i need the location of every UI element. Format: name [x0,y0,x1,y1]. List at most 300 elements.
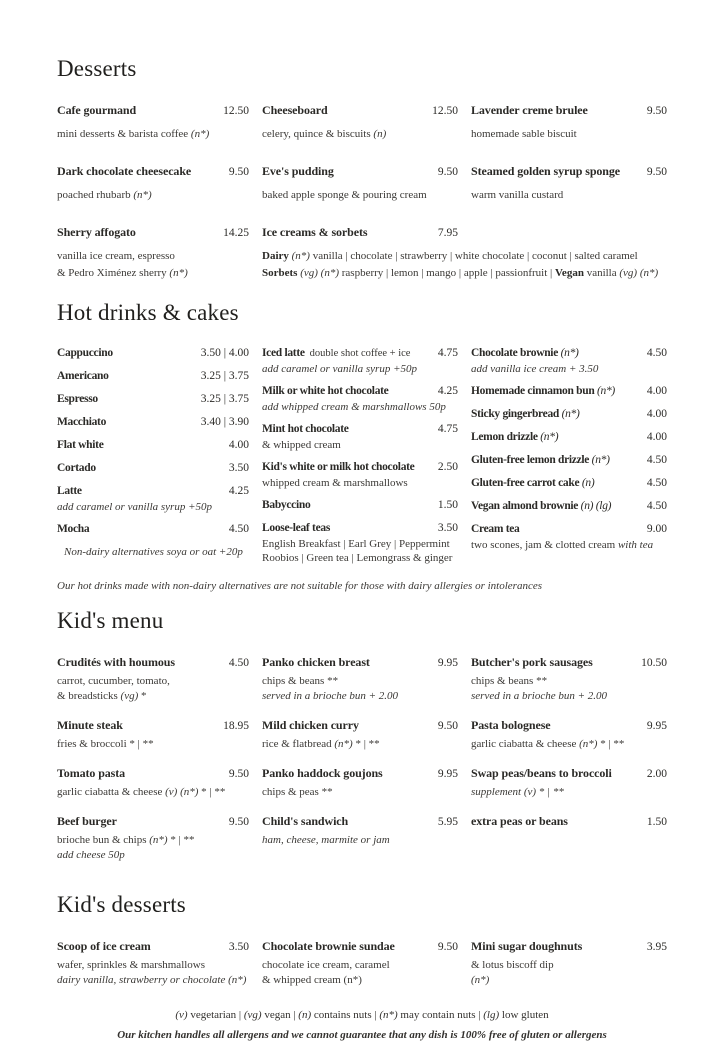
item-description [471,126,667,143]
text-segment: brioche bun & chips [57,834,150,846]
item-note: double shot coffee + ice [309,348,411,359]
item-header [471,453,667,468]
text-segment: * | ** [198,786,226,798]
item-header [471,476,667,491]
item-header [262,521,458,536]
text-segment: chips & peas ** [262,786,333,798]
item-name: Americano [57,370,109,382]
text-segment: carrot, cucumber, tomato, [57,675,170,687]
description-line [262,958,458,973]
item-description [262,958,458,988]
description-line [471,538,667,552]
item-price: 4.50 [646,477,667,489]
item-price: 4.75 [437,347,458,359]
item-price: 12.50 [223,105,249,117]
text-segment: vanilla [586,267,620,279]
menu-item [57,938,249,988]
item-name: Lavender creme brulee [471,103,588,117]
item-header [471,717,667,735]
item-price: 9.95 [437,768,458,780]
item-price: 1.50 [646,816,667,828]
item-name: Butcher's pork sausages [471,655,593,669]
item-header [57,938,249,956]
desserts-title: Desserts [57,56,137,81]
item-header [471,654,667,672]
item-header [57,392,249,407]
description-line [262,737,458,752]
description-line [57,958,249,973]
item-price: 3.50 [228,462,249,474]
item-price: 4.50 [228,657,249,669]
item-price: 3.25 | 3.75 [200,370,249,382]
item-header [57,765,249,783]
description-line [57,500,249,514]
description-line [262,248,667,265]
hot-drinks-title: Hot drinks & cakes [57,300,239,325]
item-header [471,163,667,181]
menu-item [57,224,249,282]
kids-menu-column-3 [471,654,667,876]
text-segment: (n*) [190,128,210,140]
item-description [262,400,458,414]
item-header [471,765,667,783]
menu-item [471,384,667,399]
description-line [262,833,458,848]
item-name: Gluten-free lemon drizzle (n*) [471,454,610,466]
item-header [471,938,667,956]
menu-item [57,813,249,863]
hot-drinks-note: Our hot drinks made with non-dairy alternatives are not suitable for those with dairy allergies or intolerances [57,580,542,592]
menu-item [57,765,249,800]
text-segment: whipped cream & marshmallows [262,477,408,489]
text-segment: baked apple sponge & pouring cream [262,189,427,201]
item-header [57,224,249,242]
menu-item [57,392,249,407]
text-segment: (n) [298,1009,312,1021]
text-segment: (n*) [133,189,152,201]
menu-item [262,460,458,490]
item-name: Swap peas/beans to broccoli [471,766,612,780]
item-name: Crudités with houmous [57,655,175,669]
item-header [471,102,667,120]
description-line [262,537,458,551]
menu-item [471,717,667,752]
menu-item [262,163,458,204]
item-name: Mini sugar doughnuts [471,939,583,953]
item-price: 9.50 [646,166,667,178]
item-price: 4.25 [228,485,249,497]
text-segment: garlic ciabatta & cheese [471,738,580,750]
item-description [471,674,667,704]
item-price: 4.50 [228,523,249,535]
description-line [471,126,667,143]
item-header [262,498,458,513]
text-segment: two scones, jam & clotted cream [471,539,618,551]
text-segment: & Pedro Ximénez sherry [57,267,170,279]
item-header [262,460,458,475]
description-line [262,126,458,143]
item-header [57,654,249,672]
text-segment: add whipped cream & marshmallows 50p [262,401,446,413]
item-description [262,833,458,848]
section-kids-menu [57,608,667,876]
item-header [57,461,249,476]
text-segment: & lotus biscoff dip [471,959,554,971]
menu-item [471,476,667,491]
item-header [57,484,249,499]
item-description [57,833,249,863]
item-price: 9.95 [437,657,458,669]
item-description [57,187,249,204]
description-line [471,674,667,689]
item-name: Steamed golden syrup sponge [471,164,620,178]
text-segment: (n*) [169,267,188,279]
menu-item [471,346,667,376]
item-description [57,958,249,988]
item-header [262,654,458,672]
item-price: 4.00 [646,385,667,397]
item-price: 5.95 [437,816,458,828]
menu-item [57,461,249,476]
item-name: Flat white [57,439,104,451]
description-line [57,674,249,689]
text-segment: & breadsticks [57,690,121,702]
item-description [57,785,249,800]
item-name: Dark chocolate cheesecake [57,164,192,178]
description-line [471,973,667,988]
item-header [471,522,667,537]
text-segment: Sorbets [262,267,301,279]
text-segment: Dairy [262,250,292,262]
text-segment: vegetarian | [187,1009,244,1021]
item-header [262,765,458,783]
item-name-suffix: (n*) [537,431,559,443]
menu-item [262,654,458,704]
text-segment: (lg) [483,1009,500,1021]
item-price: 12.50 [432,105,458,117]
item-price: 3.50 [437,522,458,534]
item-price: 9.50 [228,166,249,178]
item-price: 9.50 [437,166,458,178]
item-description [57,126,249,143]
item-name: Macchiato [57,416,107,428]
hot-drinks-column-1 [57,346,249,573]
kids-menu-title: Kid's menu [57,608,164,633]
item-header [57,813,249,831]
description-line [262,674,458,689]
item-header [57,522,249,537]
description-line [57,187,249,204]
item-description [57,737,249,752]
item-name-suffix: (n*) [589,454,610,466]
item-name-suffix: (n*) [558,347,579,359]
hot-drinks-column-2 [262,346,458,573]
menu-item [262,384,458,414]
description-line [471,187,667,204]
description-line [471,958,667,973]
text-segment: vanilla ice cream, espresso [57,250,175,262]
item-description [262,248,667,282]
menu-item [471,765,667,800]
item-name: Vegan almond brownie (n) (lg) [471,500,612,512]
footer-lines [57,1008,667,1043]
description-line [471,737,667,752]
item-header [57,369,249,384]
section-kids-desserts [57,892,667,988]
item-name: Mocha [57,523,90,535]
text-segment: (n*) [149,834,168,846]
item-description [64,545,249,559]
item-price: 9.50 [437,941,458,953]
menu-item [471,813,667,831]
item-header [262,938,458,956]
item-description [262,737,458,752]
item-header [57,438,249,453]
text-segment: ham, cheese, marmite or jam [262,834,390,846]
item-price: 4.50 [646,500,667,512]
menu-item [57,522,249,537]
menu-item [262,765,458,800]
item-header [471,407,667,422]
item-header [471,430,667,445]
item-description [471,737,667,752]
text-segment: (vg) [120,690,139,702]
text-segment: * | ** [167,834,195,846]
item-description [471,958,667,988]
text-segment: poached rhubarb [57,189,134,201]
item-price: 2.50 [437,461,458,473]
text-segment: chips & beans ** [471,675,548,687]
text-segment: Vegan [555,267,587,279]
text-segment: low gluten [499,1009,549,1021]
text-segment: supplement (v) * | ** [471,786,564,798]
description-line [262,438,458,452]
item-header [262,384,458,399]
description-line [262,400,458,414]
item-name: Scoop of ice cream [57,939,151,953]
item-name: Panko haddock goujons [262,766,383,780]
text-segment: served in a brioche bun + 2.00 [262,690,399,702]
description-line [57,265,249,282]
menu-item [57,484,249,514]
item-price: 3.50 | 4.00 [200,347,249,359]
menu-item [471,453,667,468]
text-segment: garlic ciabatta & cheese [57,786,166,798]
text-segment: wafer, sprinkles & marshmallows [57,959,206,971]
text-segment: (vg) (n*) [300,267,342,279]
description-line [262,785,458,800]
item-price: 4.50 [646,347,667,359]
text-segment: (n*) [334,738,353,750]
item-name: Kid's white or milk hot chocolate [262,461,415,473]
description-line [262,689,458,704]
menu-item [57,346,249,361]
text-segment: chips & beans ** [262,675,339,687]
item-price: 9.50 [228,768,249,780]
text-segment: warm vanilla custard [471,189,564,201]
menu-item [471,102,667,143]
item-header [262,717,458,735]
menu-item [471,499,667,514]
text-segment: fries & broccoli * | ** [57,738,154,750]
item-price: 3.50 [228,941,249,953]
menu-item [57,163,249,204]
item-name: Ice creams & sorbets [262,225,368,239]
menu-item [57,438,249,453]
text-segment: * | ** [352,738,380,750]
section-hot-drinks [57,300,667,592]
item-description [57,500,249,514]
text-segment: add caramel or vanilla syrup +50p [57,501,212,513]
text-segment: Non-dairy alternatives soya or oat +20p [64,546,243,558]
text-segment: vegan | [261,1009,299,1021]
item-name: Beef burger [57,814,117,828]
item-price: 14.25 [223,227,249,239]
text-segment: (n*) [579,738,598,750]
menu-item [57,415,249,430]
item-description [262,126,458,143]
kids-desserts-column-1 [57,938,249,988]
menu-item [262,717,458,752]
description-line [262,551,458,565]
item-price: 9.50 [228,816,249,828]
text-segment: & whipped cream [262,439,341,451]
kids-desserts-columns [57,938,667,988]
text-segment: Roobios | Green tea | Lemongrass & ginger [262,552,453,564]
item-name-suffix: (n) (lg) [578,500,612,512]
item-header [57,415,249,430]
item-name: Cheeseboard [262,103,328,117]
menu-item [471,407,667,422]
text-segment: contains nuts | [311,1009,380,1021]
item-header [57,717,249,735]
text-segment: (n*) [471,974,490,986]
menu-item [262,521,458,565]
description-line [262,973,458,988]
description-line [57,126,249,143]
item-header [262,163,458,181]
item-description [471,785,667,800]
item-name: Minute steak [57,718,123,732]
item-description [262,537,458,565]
text-segment: chocolate ice cream, caramel [262,959,390,971]
item-name: Mint hot chocolate [262,423,349,435]
item-name: Sticky gingerbread (n*) [471,408,580,420]
kids-desserts-column-3 [471,938,667,988]
text-segment: served in a brioche bun + 2.00 [471,690,608,702]
menu-item [262,102,458,143]
item-price: 7.95 [437,227,458,239]
item-header [262,813,458,831]
item-header [471,813,667,831]
item-description [57,674,249,704]
item-header [57,102,249,120]
item-name: Tomato pasta [57,766,126,780]
menu-item [57,369,249,384]
item-name-suffix: (n) [579,477,595,489]
item-price: 4.00 [646,431,667,443]
description-line [57,833,249,848]
section-desserts [57,56,667,282]
item-price: 9.50 [437,720,458,732]
item-header [57,346,249,361]
item-name-suffix: (n*) [594,385,615,397]
kids-menu-column-2 [262,654,458,876]
item-name: Latte [57,485,82,497]
item-header [262,422,458,437]
description-line [471,689,667,704]
item-price: 9.95 [646,720,667,732]
text-segment: English Breakfast | Earl Grey | Peppermint [262,538,450,550]
description-line [262,362,458,376]
footer-line [57,1008,667,1023]
item-price: 2.00 [646,768,667,780]
item-name: Babyccino [262,499,311,511]
description-line [471,785,667,800]
menu-item [262,422,458,452]
text-segment: (n*) [291,250,313,262]
item-header [471,346,667,361]
item-header [471,384,667,399]
menu-item [471,430,667,445]
text-segment: raspberry | lemon | mango | apple | passionfruit | [341,267,555,279]
item-name: Gluten-free carrot cake (n) [471,477,595,489]
item-price: 4.75 [437,423,458,435]
item-header [471,499,667,514]
item-description [471,187,667,204]
item-description [57,248,249,282]
item-name-suffix: (n*) [559,408,580,420]
description-line [57,248,249,265]
kids-desserts-column-2 [262,938,458,988]
description-line [262,476,458,490]
menu-item [57,102,249,143]
menu-item [471,163,667,204]
item-header [262,346,458,361]
text-segment: add cheese 50p [57,849,125,861]
hot-drinks-columns [57,346,667,573]
item-name: Iced latte [262,347,305,359]
description-line [262,265,667,282]
menu-item [262,813,458,848]
item-description [471,538,667,552]
desserts-items [57,102,667,282]
kids-desserts-title: Kid's desserts [57,892,186,917]
text-segment: (n*) [379,1009,398,1021]
text-segment: mini desserts & barista coffee [57,128,191,140]
item-header [262,102,458,120]
text-segment: & whipped cream (n*) [262,974,362,986]
item-name: extra peas or beans [471,814,568,828]
item-name: Loose-leaf teas [262,522,330,534]
item-name: Cafe gourmand [57,103,137,117]
text-segment: add vanilla ice cream + 3.50 [471,363,599,375]
description-line [57,848,249,863]
item-price: 4.00 [228,439,249,451]
item-name: Sherry affogato [57,225,136,239]
menu-item [262,938,458,988]
item-name: Milk or white hot chocolate [262,385,389,397]
item-price: 4.00 [646,408,667,420]
menu-item [471,654,667,704]
item-name: Espresso [57,393,98,405]
menu-item [262,498,458,513]
item-name: Eve's pudding [262,164,334,178]
hot-drinks-column-3 [471,346,667,573]
item-price: 3.25 | 3.75 [200,393,249,405]
menu-item [57,654,249,704]
text-segment: (vg) (n*) [619,267,659,279]
